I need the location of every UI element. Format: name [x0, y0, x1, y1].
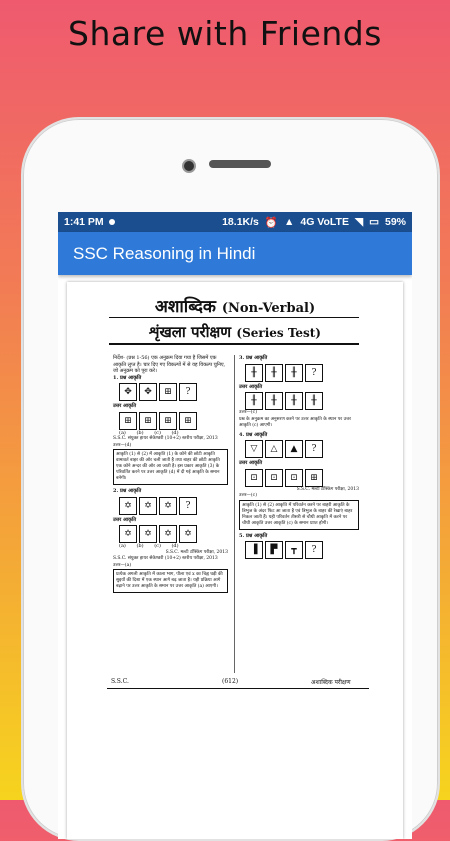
status-battery: 59% — [384, 216, 406, 228]
option-cell: ⊞ — [179, 412, 197, 430]
question-5-label: 5. प्रश्न आकृति — [239, 532, 268, 539]
footer-page-number: (612) — [222, 678, 239, 685]
footer-left: S.S.C. — [111, 678, 129, 685]
answer-figures-label: उत्तर आकृति — [113, 403, 137, 409]
subheading-hindi: शृंखला परीक्षण — [149, 323, 232, 341]
figure-cell: ╫ — [285, 364, 303, 382]
option-cell: ✡ — [119, 525, 137, 543]
figure-cell: ? — [305, 440, 323, 458]
option-cell: ⊞ — [139, 412, 157, 430]
phone-screen — [58, 212, 412, 839]
q1-explanation: आकृति (1) से (2) में आकृति (1) के कोने की छोटी आकृति वामावर्त बाहर की ओर चली जाती है तथा बाहर की छोटी आकृति एक कोने अन्दर की ओर आ जाती है। इस प्रकार आकृति (3) के परिवर्तित करने पर उत्तर आकृति (d) में दी गई आकृति के समान बनेगी। — [113, 449, 228, 485]
option-a: (a) — [119, 543, 126, 549]
question-2-options — [119, 525, 228, 543]
footer-divider — [107, 688, 369, 689]
option-a: (a) — [119, 429, 126, 436]
wifi-icon: ◥ — [354, 216, 364, 228]
q1-source: S.S.C. संयुक्त हायर सेकेण्डरी (10+2) स्तरीय परीक्षा, 2013 — [113, 436, 218, 441]
q3-explanation: प्रश्न के अनुक्रम का अनुसरण करने पर उत्तर आकृति के स्थान पर उत्तर आकृति (c) आएगी। — [239, 416, 351, 428]
option-cell: ╫ — [285, 392, 303, 410]
option-cell: ╫ — [265, 392, 283, 410]
figure-cell: ▽ — [245, 440, 263, 458]
option-cell: ╫ — [245, 392, 263, 410]
question-1-figures — [119, 383, 228, 401]
q2-source-2: S.S.C. संयुक्त हायर सेकेण्डरी (10+2) स्तरीय परीक्षा, 2013 — [113, 556, 218, 561]
option-d: (d) — [171, 543, 179, 549]
app-title: SSC Reasoning in Hindi — [73, 243, 256, 263]
front-camera — [182, 159, 196, 173]
status-network: 4G VoLTE — [300, 216, 349, 228]
option-cell: ⊡ — [245, 469, 263, 487]
q4-explanation: आकृति (1) से (2) आकृति में परिवर्तन करने पर बाहरी आकृति के त्रिभुज के अंदर फिट आ जाता है एवं त्रिभुज के बाहर की रेखाएं बाहर निकल जाती हैं। यही परिवर्तन तीसरी से चौथी आकृति में करने पर चौथी आकृति उत्तर आकृति (c) के समान प्राप्त होगी। — [239, 500, 359, 530]
option-cell: ╫ — [305, 392, 323, 410]
option-b: (b) — [136, 429, 144, 436]
option-cell: ⊞ — [305, 469, 323, 487]
q4-source: S.S.C. मल्टी टॉस्किंग परीक्षा, 2013 — [296, 486, 359, 492]
column-divider — [234, 355, 235, 673]
status-speed: 18.1K/s — [222, 216, 259, 228]
divider — [109, 343, 359, 345]
document-page[interactable] — [67, 282, 403, 839]
question-3-options — [245, 392, 359, 410]
figure-cell: ╫ — [245, 364, 263, 382]
right-column — [239, 355, 359, 559]
q1-answer: उत्तर—(d) — [113, 442, 132, 448]
figure-cell: ✡ — [159, 497, 177, 515]
phone-frame — [21, 117, 440, 841]
option-c: (c) — [154, 429, 161, 436]
figure-cell: ? — [305, 364, 323, 382]
figure-cell: ? — [179, 383, 197, 401]
option-cell: ✡ — [179, 525, 197, 543]
left-column — [113, 355, 228, 593]
figure-cell: ✥ — [119, 383, 137, 401]
heading-hindi: अशाब्दिक — [154, 297, 216, 317]
figure-cell: △ — [265, 440, 283, 458]
q2-explanation: प्रत्येक अगली आकृति में काला भाग, पीला एवं x का चिह्न घड़ी की सुइयों की दिशा में एक स्थान आगे बढ़ जाता है। यही प्रक्रिया आगे बढ़ाने पर उत्तर आकृति के समान पर उत्तर आकृति (a) आएगी। — [113, 569, 228, 593]
notification-icon — [109, 219, 115, 225]
alarm-icon: ⏰ — [264, 216, 278, 229]
figure-cell: ? — [179, 497, 197, 515]
app-bar — [58, 232, 412, 275]
option-d: (d) — [171, 429, 179, 436]
option-c: (c) — [154, 543, 161, 549]
q2-answer: उत्तर—(a) — [113, 562, 132, 568]
question-4-options — [245, 469, 359, 487]
earpiece-speaker — [209, 160, 271, 168]
promo-headline: Share with Friends — [68, 14, 382, 53]
heading-english: (Non-Verbal) — [221, 301, 316, 316]
question-3-label: 3. प्रश्न आकृति — [239, 355, 268, 361]
question-4-figures — [245, 440, 359, 458]
figure-cell: ? — [305, 541, 323, 559]
signal-icon: ▲ — [283, 216, 295, 228]
page-subheading — [67, 322, 403, 342]
option-cell: ⊞ — [119, 412, 137, 430]
battery-icon: ▭ — [369, 216, 379, 228]
page-heading — [67, 294, 403, 317]
figure-cell: ▲ — [285, 440, 303, 458]
question-2-figures — [119, 497, 228, 515]
figure-cell: ✡ — [119, 497, 137, 515]
question-2-label: 2. प्रश्न आकृति — [113, 488, 142, 494]
option-cell: ✡ — [159, 525, 177, 543]
q2-source: S.S.C. मल्टी टॉस्किंग परीक्षा, 2013 — [165, 549, 228, 555]
figure-cell: ┳ — [285, 541, 303, 559]
option-cell: ⊞ — [159, 412, 177, 430]
figure-cell: ▐ — [245, 541, 263, 559]
question-1-label: 1. प्रश्न आकृति — [113, 374, 142, 381]
figure-cell: ✥ — [139, 383, 157, 401]
status-time: 1:41 PM — [64, 216, 104, 228]
q4-answer: उत्तर—(c) — [239, 493, 257, 498]
subheading-english: (Series Test) — [236, 326, 321, 340]
status-bar — [58, 212, 412, 232]
footer-right: अशाब्दिक परीक्षण — [311, 679, 351, 686]
figure-cell: ✡ — [139, 497, 157, 515]
answer-figures-label: उत्तर आकृति — [239, 460, 263, 466]
option-cell: ⊡ — [265, 469, 283, 487]
answer-figures-label: उत्तर आकृति — [113, 516, 137, 523]
option-cell: ⊡ — [285, 469, 303, 487]
question-4-label: 4. प्रश्न आकृति — [239, 431, 268, 438]
figure-cell: ▛ — [265, 541, 283, 559]
question-1-options — [119, 412, 228, 430]
question-5-figures — [245, 541, 359, 559]
divider — [109, 317, 359, 318]
instructions: निर्देश- (प्रश्न 1-56) एक अनुक्रम दिया गया है जिसमें एक आकृति लुप्त है। चार दिए गए विकल्पों में से वह विकल्प चुनिए, जो अनुक्रम को पूरा करे। — [113, 355, 226, 374]
question-3-figures — [245, 364, 359, 382]
answer-figures-label: उत्तर आकृति — [239, 383, 263, 390]
q3-answer: उत्तर—(c) — [239, 410, 257, 415]
figure-cell: ╫ — [265, 364, 283, 382]
option-cell: ✡ — [139, 525, 157, 543]
option-b: (b) — [136, 543, 144, 549]
figure-cell: ⊞ — [159, 383, 177, 401]
